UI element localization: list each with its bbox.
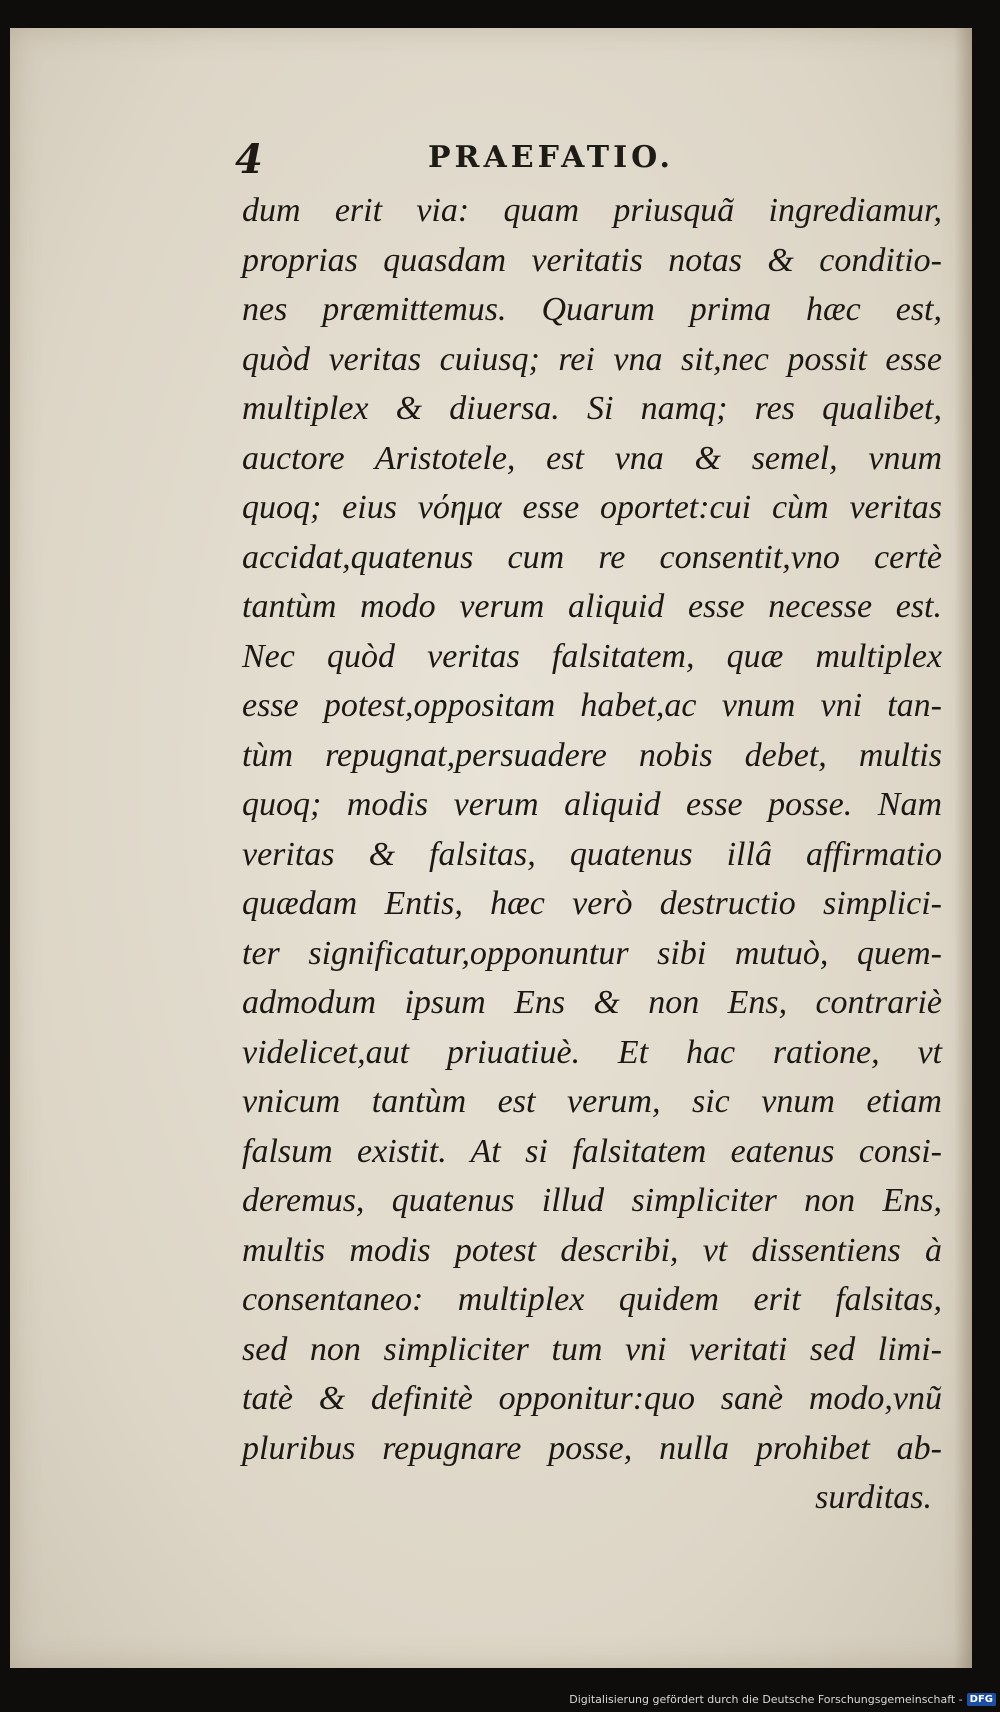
text-line: esse potest,oppositam habet,ac vnum vni tan-	[242, 687, 942, 724]
text-line: tantùm modo verum aliquid esse necesse est.	[242, 588, 942, 625]
text-line: sed non simpliciter tum vni veritati sed limi-	[242, 1330, 942, 1368]
dfg-logo-icon: DFG	[967, 1693, 996, 1706]
text-line: quoq; modis verum aliquid esse posse. Nam	[242, 786, 942, 823]
text-line: proprias quasdam veritatis notas & conditio-	[242, 241, 942, 279]
page-number: 4	[235, 136, 263, 183]
text-line: vnicum tantùm est verum, sic vnum etiam	[242, 1083, 942, 1120]
text-line: quædam Entis, hæc verò destructio simplici-	[242, 885, 942, 922]
text-line: accidat,quatenus cum re consentit,vno certè	[242, 538, 942, 576]
text-line-final: surditas.	[815, 1479, 932, 1516]
text-line: multis modis potest describi, vt dissentiens à	[242, 1231, 942, 1269]
text-line: videlicet,aut priuatiuè. Et hac ratione, vt	[242, 1033, 942, 1071]
digitization-footer	[569, 1690, 996, 1708]
running-title: PRAEFATIO.	[428, 140, 674, 175]
text-line: tùm repugnat,persuadere nobis debet, multis	[242, 736, 942, 774]
page-edge-shadow	[954, 28, 972, 1668]
text-line: veritas & falsitas, quatenus illâ affirmatio	[242, 835, 942, 873]
text-line: nes præmittemus. Quarum prima hæc est,	[242, 291, 942, 328]
text-line: quòd veritas cuiusq; rei vna sit,nec possit esse	[242, 340, 942, 378]
text-line: falsum existit. At si falsitatem eatenus consi-	[242, 1132, 942, 1170]
text-line: ter significatur,opponuntur sibi mutuò, quem-	[242, 934, 942, 972]
footer-credit: Digitalisierung gefördert durch die Deutsche Forschungsgemeinschaft -	[569, 1692, 963, 1706]
text-line: multiplex & diuersa. Si namq; res qualibet,	[242, 390, 942, 427]
text-line: quoq; eius νόημα esse oportet:cui cùm veritas	[242, 489, 942, 526]
text-line: pluribus repugnare posse, nulla prohibet ab-	[242, 1429, 942, 1467]
text-line: admodum ipsum Ens & non Ens, contrariè	[242, 984, 942, 1021]
text-line: auctore Aristotele, est vna & semel, vnum	[242, 439, 942, 477]
text-line: Nec quòd veritas falsitatem, quæ multiplex	[242, 637, 942, 675]
text-line: deremus, quatenus illud simpliciter non Ens,	[242, 1182, 942, 1219]
text-line: dum erit via: quam priusquã ingrediamur,	[242, 192, 942, 229]
book-page	[10, 28, 972, 1668]
text-line: tatè & definitè opponitur:quo sanè modo,vnũ	[242, 1380, 942, 1417]
text-line: consentaneo: multiplex quidem erit falsitas,	[242, 1281, 942, 1318]
body-text	[242, 186, 942, 1523]
